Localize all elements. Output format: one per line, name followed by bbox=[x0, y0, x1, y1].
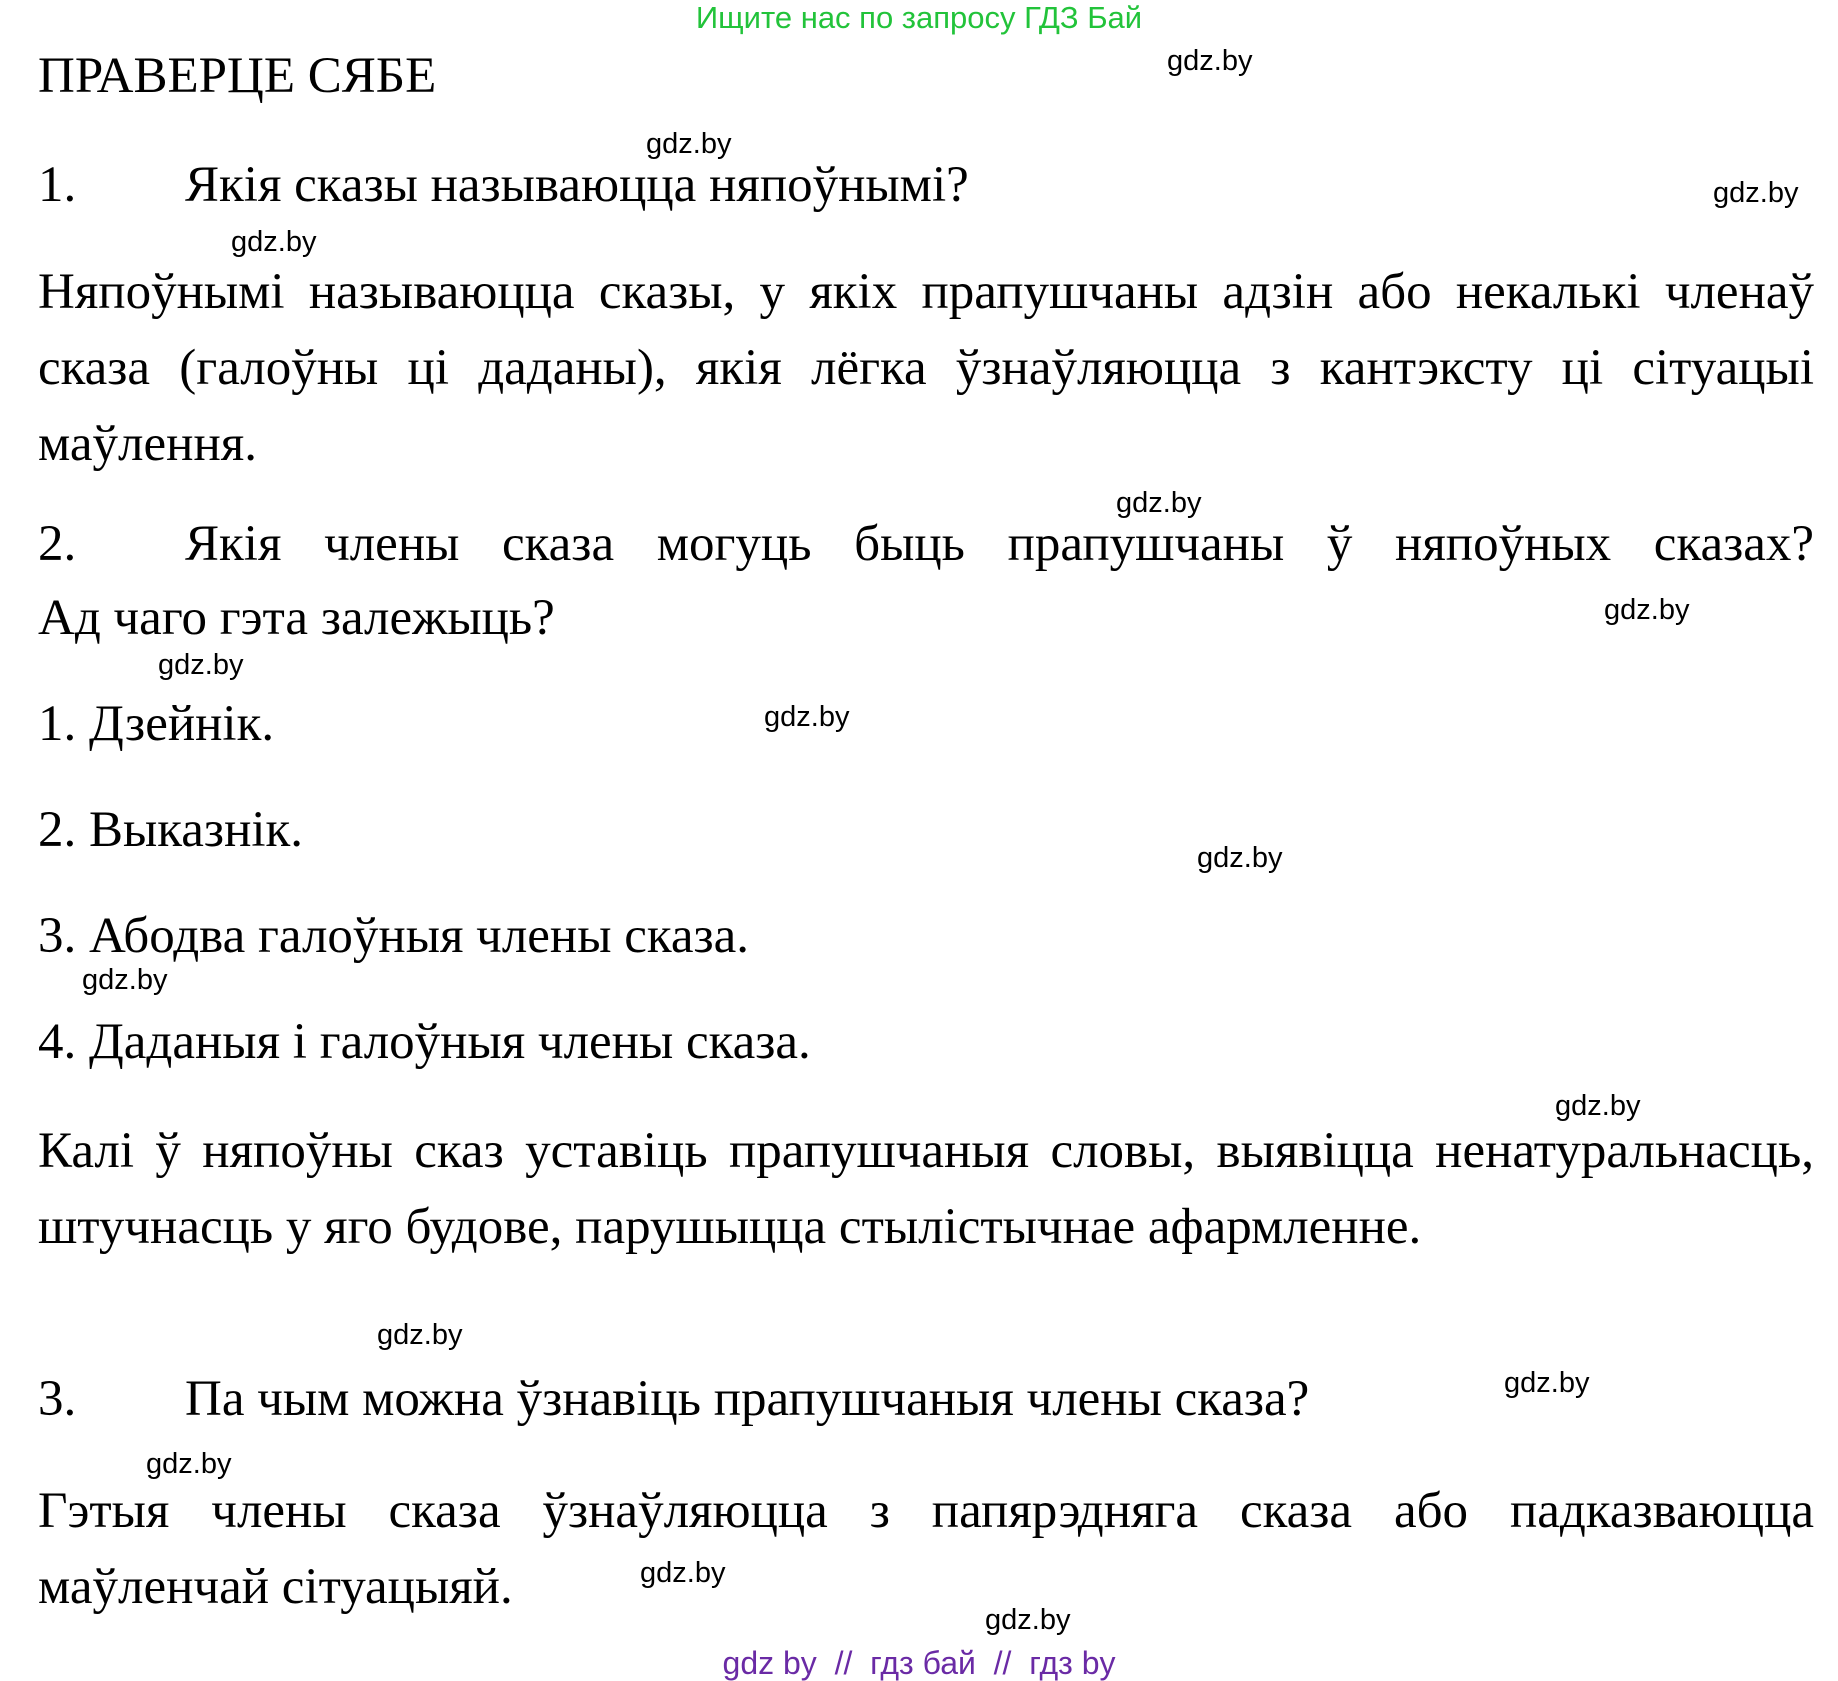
option-4: 4. Даданыя і галоўныя члены сказа. bbox=[38, 1014, 811, 1070]
question-2-line-1 bbox=[38, 506, 1814, 582]
watermark: gdz.by bbox=[231, 226, 317, 258]
watermark: gdz.by bbox=[82, 964, 168, 996]
question-2-line-2: Ад чаго гэта залежыць? bbox=[38, 590, 555, 646]
question-3-text: Па чым можна ўзнавіць прапушчаныя члены сказа? bbox=[185, 1371, 1310, 1427]
watermark: gdz.by bbox=[1713, 177, 1799, 209]
question-1 bbox=[38, 147, 1814, 223]
option-3: 3. Абодва галоўныя члены сказа. bbox=[38, 908, 750, 964]
watermark: gdz.by bbox=[1197, 842, 1283, 874]
question-2-text: Якія члены сказа могуць быць прапушчаны ў няпоўных сказах? bbox=[185, 516, 1814, 572]
watermark: gdz.by bbox=[985, 1604, 1071, 1636]
question-1-number: 1. bbox=[38, 157, 77, 213]
watermark: gdz.by bbox=[1504, 1367, 1590, 1399]
watermark: gdz.by bbox=[1604, 594, 1690, 626]
watermark: gdz.by bbox=[646, 128, 732, 160]
question-1-text: Якія сказы называюцца няпоўнымі? bbox=[185, 157, 969, 213]
question-2-number: 2. bbox=[38, 516, 77, 572]
watermark: gdz.by bbox=[1555, 1090, 1641, 1122]
option-1: 1. Дзейнік. bbox=[38, 696, 275, 752]
watermark: gdz.by bbox=[1116, 487, 1202, 519]
watermark: gdz.by bbox=[377, 1319, 463, 1351]
answer-1: Няпоўнымі называюцца сказы, у якіх прапушчаны адзін або некалькі членаў сказа (галоўны ці даданы), якія лёгка ўзнаўляюцца з кантэксту ці сітуацыі маўлення. bbox=[38, 264, 1814, 472]
question-3-number: 3. bbox=[38, 1371, 77, 1427]
watermark: gdz.by bbox=[764, 701, 850, 733]
bottom-banner: gdz by // гдз бай // гдз by bbox=[722, 1645, 1116, 1681]
page-title: ПРАВЕРЦЕ СЯБЕ bbox=[38, 48, 437, 104]
answer-3: Гэтыя члены сказа ўзнаўляюцца з папярэдняга сказа або падказваюцца маўленчай сітуацыяй. bbox=[38, 1483, 1814, 1615]
top-banner: Ищите нас по запросу ГДЗ Бай bbox=[695, 0, 1143, 35]
watermark: gdz.by bbox=[640, 1557, 726, 1589]
watermark: gdz.by bbox=[1167, 45, 1253, 77]
answer-2: Калі ў няпоўны сказ уставіць прапушчаныя словы, выявіцца ненатуральнасць, штучнасць у яго будове, парушыцца стылістычнае афармленне. bbox=[38, 1123, 1814, 1255]
option-2: 2. Выказнік. bbox=[38, 802, 304, 858]
watermark: gdz.by bbox=[158, 649, 244, 681]
watermark: gdz.by bbox=[146, 1448, 232, 1480]
